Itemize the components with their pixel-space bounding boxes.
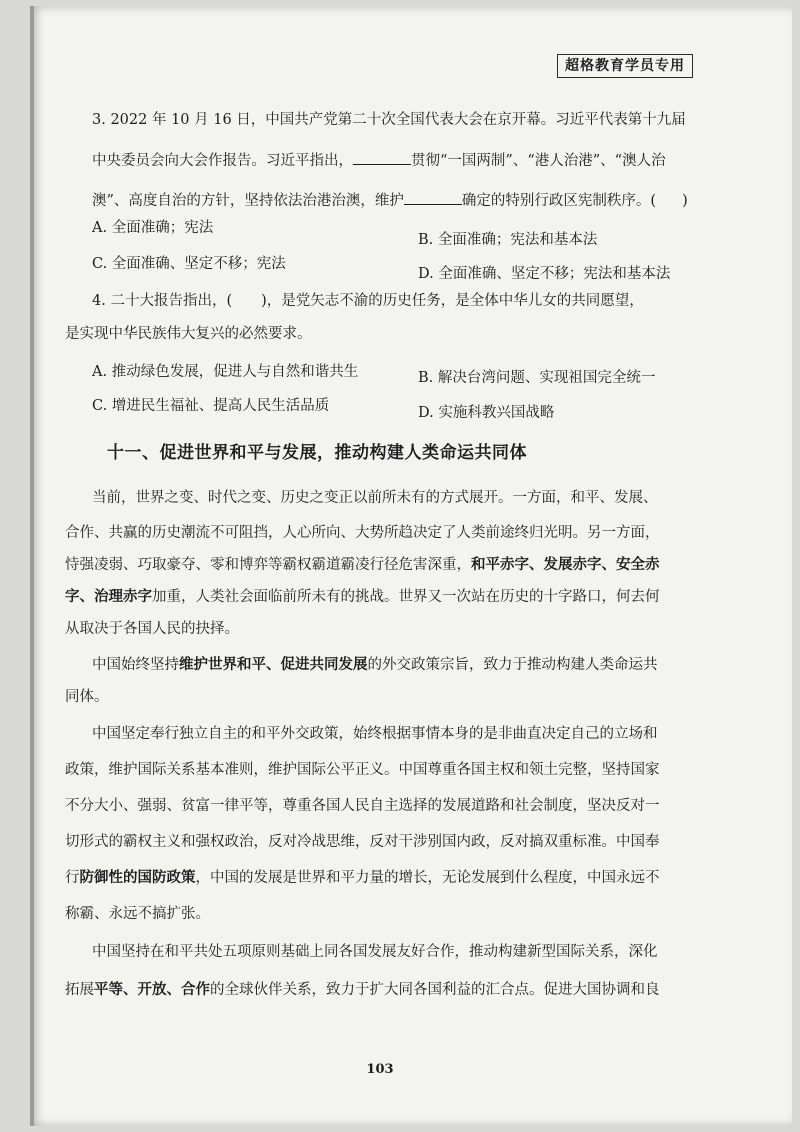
para2-line-2: 同体。	[65, 689, 109, 705]
para1-line-2: 合作、共赢的历史潮流不可阻挡，人心所向、大势所趋决定了人类前途终归光明。另一方面，	[65, 525, 660, 541]
para3-line-4: 切形式的霸权主义和强权政治，反对冷战思维，反对干涉别国内政，反对搞双重标准。中国奉	[65, 834, 660, 850]
q4-option-a: A. 推动绿色发展，促进人与自然和谐共生	[92, 364, 359, 380]
q3-line-3: 澳”、高度自治的方针，坚持依法治港治澳，维护 确定的特别行政区宪制秩序。( )	[92, 190, 688, 211]
para4-line-1: 中国坚持在和平共处五项原则基础上同各国发展友好合作，推动构建新型国际关系，深化	[92, 944, 658, 960]
answer-blank	[353, 150, 411, 165]
para2-line-1: 中国始终坚持维护世界和平、促进共同发展的外交政策宗旨，致力于推动构建人类命运共	[92, 656, 658, 673]
para3-line-6: 称霸、永远不搞扩张。	[65, 906, 210, 922]
para3-line-1: 中国坚定奉行独立自主的和平外交政策，始终根据事情本身的是非曲直决定自己的立场和	[92, 726, 658, 742]
section-heading: 十一、促进世界和平与发展，推动构建人类命运共同体	[107, 443, 527, 463]
para4-line-2: 拓展平等、开放、合作的全球伙伴关系，致力于扩大同各国利益的汇合点。促进大国协调和良	[65, 981, 660, 998]
para3-line-3: 不分大小、强弱、贫富一律平等，尊重各国人民自主选择的发展道路和社会制度，坚决反对一	[65, 798, 660, 814]
para1-line-5: 从取决于各国人民的抉择。	[65, 621, 239, 637]
answer-blank	[404, 190, 462, 205]
q4-line-2: 是实现中华民族伟大复兴的必然要求。	[65, 326, 312, 342]
q3-option-a: A. 全面准确；宪法	[92, 220, 214, 236]
q4-option-d: D. 实施科教兴国战略	[418, 405, 555, 421]
q3-option-b: B. 全面准确；宪法和基本法	[418, 232, 598, 248]
q3-line-1: 3. 2022 年 10 月 16 日，中国共产党第二十次全国代表大会在京开幕。习近平代表第十九届	[92, 112, 686, 128]
q4-option-b: B. 解决台湾问题、实现祖国完全统一	[418, 370, 656, 386]
header-badge: 超格教育学员专用	[557, 54, 693, 78]
para1-line-1: 当前，世界之变、时代之变、历史之变正以前所未有的方式展开。一方面，和平、发展、	[92, 490, 658, 506]
q3-line-2: 中央委员会向大会作报告。习近平指出， 贯彻“一国两制”、“港人治港”、“澳人治	[92, 150, 666, 171]
page-number: 103	[366, 1062, 394, 1077]
para3-line-5: 行防御性的国防政策，中国的发展是世界和平力量的增长，无论发展到什么程度，中国永远不	[65, 869, 660, 886]
q4-option-c: C. 增进民生福祉、提高人民生活品质	[92, 398, 330, 414]
q3-option-c: C. 全面准确、坚定不移；宪法	[92, 256, 286, 272]
para1-line-4: 字、治理赤字加重，人类社会面临前所未有的挑战。世界又一次站在历史的十字路口，何去何	[65, 588, 660, 605]
book-spine-shadow	[30, 6, 34, 1126]
para1-line-3: 恃强凌弱、巧取豪夺、零和博弈等霸权霸道霸凌行径危害深重，和平赤字、发展赤字、安全赤	[65, 556, 660, 573]
para3-line-2: 政策，维护国际关系基本准则，维护国际公平正义。中国尊重各国主权和领土完整，坚持国家	[65, 762, 660, 778]
q4-line-1: 4. 二十大报告指出，( )，是党矢志不渝的历史任务，是全体中华儿女的共同愿望，	[92, 293, 644, 309]
q3-option-d: D. 全面准确、坚定不移；宪法和基本法	[418, 266, 671, 282]
